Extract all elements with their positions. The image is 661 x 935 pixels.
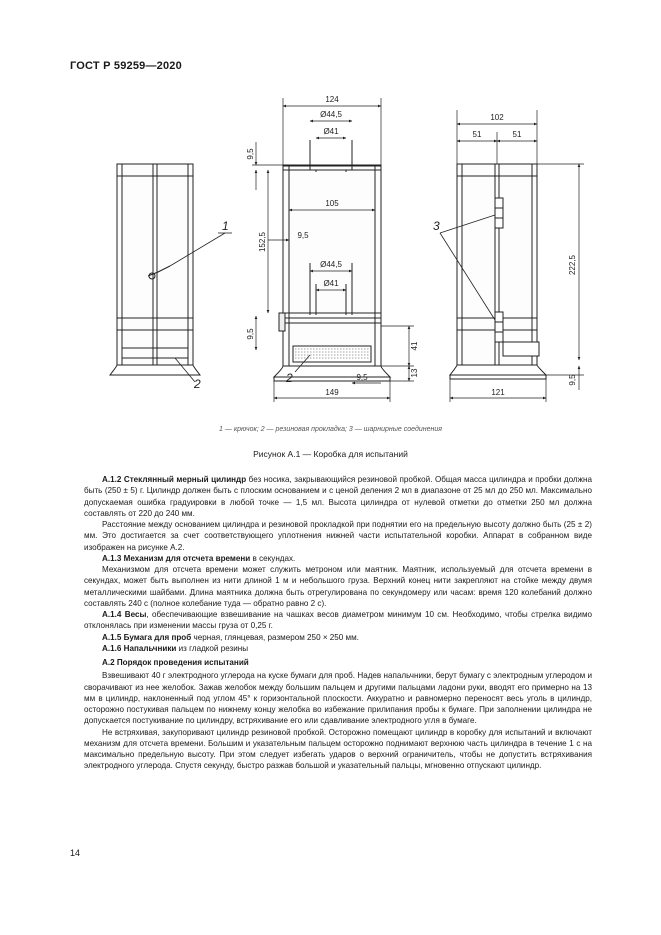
callout-2-center: 2	[286, 371, 293, 385]
a15-text: черная, глянцевая, размером 250 × 250 мм.	[191, 632, 359, 642]
dim-95-side: 9,5	[568, 374, 577, 386]
a12-number: А.1.2	[102, 475, 122, 484]
paragraph-a13	[84, 553, 592, 564]
a15-title: Бумага для проб	[123, 632, 192, 642]
figure-legend: 1 — крючок; 2 — резиновая прокладка; 3 — шарнирные соединения	[219, 426, 442, 433]
a14-title: Весы	[124, 610, 147, 619]
a12-title: Стеклянный мерный цилиндр	[123, 475, 247, 484]
a13-title: Механизм для отсчета времени	[123, 553, 251, 563]
a13-text: в секундах.	[250, 553, 296, 563]
dim-105: 105	[325, 199, 339, 208]
paragraph-test1: Взвешивают 40 г электродного углерода на куске бумаги для проб. Надев напальчники, берут бумагу с электродным углеродом и сворачивают из нее желобок. Зажав желобок между большим пальцем и другими пальцами ладони руки, вводят его примерно на 13 мм в цилиндр, наклоненный под углом 45° к горизонтальной плоскости. Аккуратно и равномерно переносят весь уголь в цилиндр, осторожно постукивая пальцем по нижнему концу желобка во избежание прилипания пробы к бумаге. При заполнении цилиндра не допускается постукивание по цилиндру, встряхивание его или сдавливание электродного угля в бумаге.	[84, 671, 592, 726]
a2-title: Порядок проведения испытаний	[116, 658, 249, 667]
dim-95-bottom: 9,5	[356, 373, 368, 382]
test-box-figure	[0, 80, 661, 440]
dim-13: 13	[410, 368, 419, 378]
dim-d41-low: Ø41	[323, 279, 339, 288]
dim-1525: 152,5	[258, 231, 267, 253]
dim-149: 149	[325, 388, 339, 397]
left-view	[110, 164, 200, 375]
dim-51-left: 51	[472, 130, 482, 139]
document-body	[84, 474, 592, 772]
a16-title: Напальчники	[123, 643, 177, 653]
paragraph-a16	[84, 643, 592, 654]
document-header: ГОСТ Р 59259—2020	[70, 60, 182, 72]
dim-41-right: 41	[410, 341, 419, 351]
callout-3: 3	[433, 219, 440, 233]
paragraph-a15	[84, 632, 592, 643]
dim-d41-top: Ø41	[323, 127, 339, 136]
paragraph-test2: Не встряхивая, закупоривают цилиндр резиновой пробкой. Осторожно помещают цилиндр в коробку для испытаний и включают механизм для отсчета времени. Большим и указательным пальцем осторожно поднимают верхнюю часть цилиндра в течение 1 с на максимально предельную высоту. При этом следует избегать ударов о верхний ограничитель, чтобы не допустить встряхивания электродного углерода. Спустя секунду, быстро разжав большой и указательный пальцы, мгновенно отпускают цилиндр.	[84, 727, 592, 771]
paragraph-distance: Расстояние между основанием цилиндра и резиновой прокладкой при поднятии его на предельную высоту должно быть (25 ± 2) мм. Это достигается за счет соответствующего уплотнения нижней части испытательной коробки. Аппарат в собранном виде изображен на рисунке А.2.	[84, 520, 592, 552]
section-a2-heading	[84, 657, 592, 668]
dim-95-mid: 9,5	[297, 231, 309, 240]
dim-2225: 222,5	[568, 254, 577, 276]
paragraph-mechanism: Механизмом для отсчета времени может служить метроном или маятник. Маятник, используемый для отсчета времени в секундах, может быть выполнен из нити длиной 1 м и небольшого груза. Верхний конец нити закрепляют на стойке между двумя металлическими шайбами. Длина маятника должна быть отрегулирована по секундомеру или часам: время 120 колебаний должно составлять 240 с (полное колебание туда — обратно равно 2 с).	[84, 565, 592, 608]
dim-d445-top: Ø44,5	[320, 110, 342, 119]
dim-102: 102	[490, 113, 504, 122]
dim-d445-low: Ø44,5	[320, 260, 342, 269]
a16-number: А.1.6	[102, 643, 122, 653]
a15-number: А.1.5	[102, 632, 122, 642]
a2-number: А.2	[102, 658, 115, 667]
figure-drawing	[0, 80, 661, 440]
paragraph-a12	[84, 474, 592, 519]
a12-text: без носика, закрывающийся резиновой пробкой. Общая масса цилиндра и пробки должна быть (250 ± 5) г. Цилиндр должен быть с плоским основанием и с ценой деления 2 мл в диапазоне от 25 мл до 250 мл. Максимально допускаемая ошибка градуировки в любой точке — 1,5 мл. Высота цилиндра от нулевой отметки до отметки 250 мл должна составлять от 220 до 240 мм.	[84, 475, 593, 518]
paragraph-a14	[84, 609, 592, 632]
dim-95-top: 9,5	[246, 148, 255, 160]
a13-number: А.1.3	[102, 553, 122, 563]
callout-2-left: 2	[194, 377, 201, 391]
dim-124: 124	[325, 95, 339, 104]
figure-caption: Рисунок А.1 — Коробка для испытаний	[253, 449, 408, 459]
dim-95-left-low: 9,5	[246, 328, 255, 340]
dim-51-right: 51	[512, 130, 522, 139]
a14-number: А.1.4	[102, 610, 122, 619]
dim-121: 121	[491, 388, 505, 397]
callout-1: 1	[222, 219, 229, 233]
a16-text: из гладкой резины	[176, 643, 249, 653]
a14-text: , обеспечивающие взвешивание на чашках весов диаметром минимум 10 см. Необходимо, чтобы стрелка видимо отклонялась при изменении массы груза от 0,25 г.	[84, 610, 593, 631]
page-number: 14	[70, 848, 81, 858]
